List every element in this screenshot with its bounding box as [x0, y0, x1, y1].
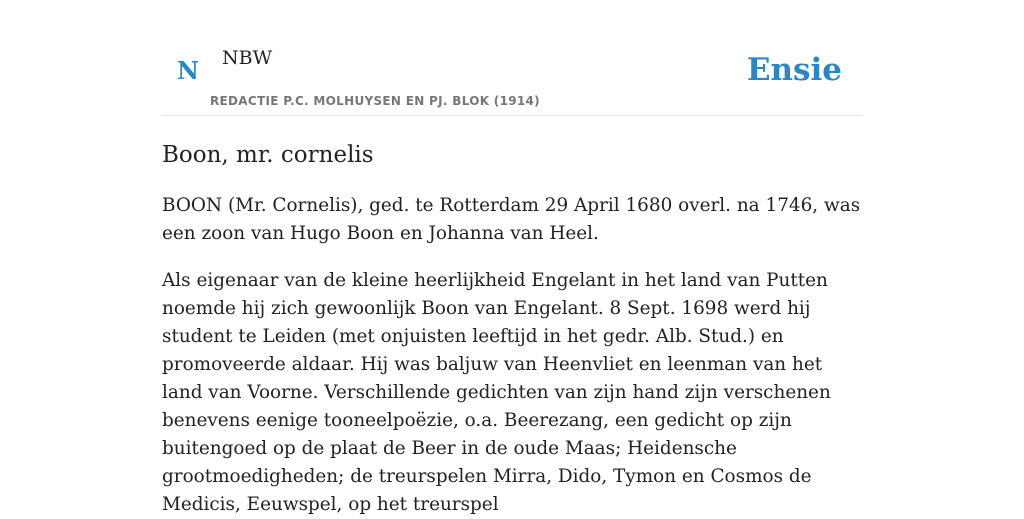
source-header [162, 0, 862, 116]
ensie-logo[interactable]: Ensie [746, 52, 842, 88]
article-paragraph-1: BOON (Mr. Cornelis), ged. te Rotterdam 29 April 1680 overl. na 1746, was een zoon van Hugo Boon en Johanna van Heel. [162, 195, 861, 244]
article-title: Boon, mr. cornelis [162, 142, 374, 168]
page [162, 0, 862, 519]
source-name[interactable]: NBW [222, 47, 273, 69]
article-body [162, 192, 862, 519]
article-paragraph-2: Als eigenaar van de kleine heerlijkheid Engelant in het land van Putten noemde hij zich gewoonlijk Boon van Engelant. 8 Sept. 1698 werd hij student te Leiden (met onjuisten leeftijd in het gedr. Alb. Stud.) en promoveerde aldaar. Hij was baljuw van Heenvliet en leenman van het land van Voorne. Verschillende gedichten van zijn hand zijn verschenen benevens eenige tooneelpoëzie, o.a. Beerezang, een gedicht op zijn buitengoed op de plaat de Beer in de oude Maas; Heidensche grootmoedigheden; de treurspelen Mirra, Dido, Tymon en Cosmos de Medicis, Eeuwspel, op het treurspel [162, 270, 831, 515]
source-subtitle: REDACTIE P.C. MOLHUYSEN EN PJ. BLOK (1914) [210, 94, 540, 108]
source-logo-icon[interactable]: N [177, 56, 199, 85]
